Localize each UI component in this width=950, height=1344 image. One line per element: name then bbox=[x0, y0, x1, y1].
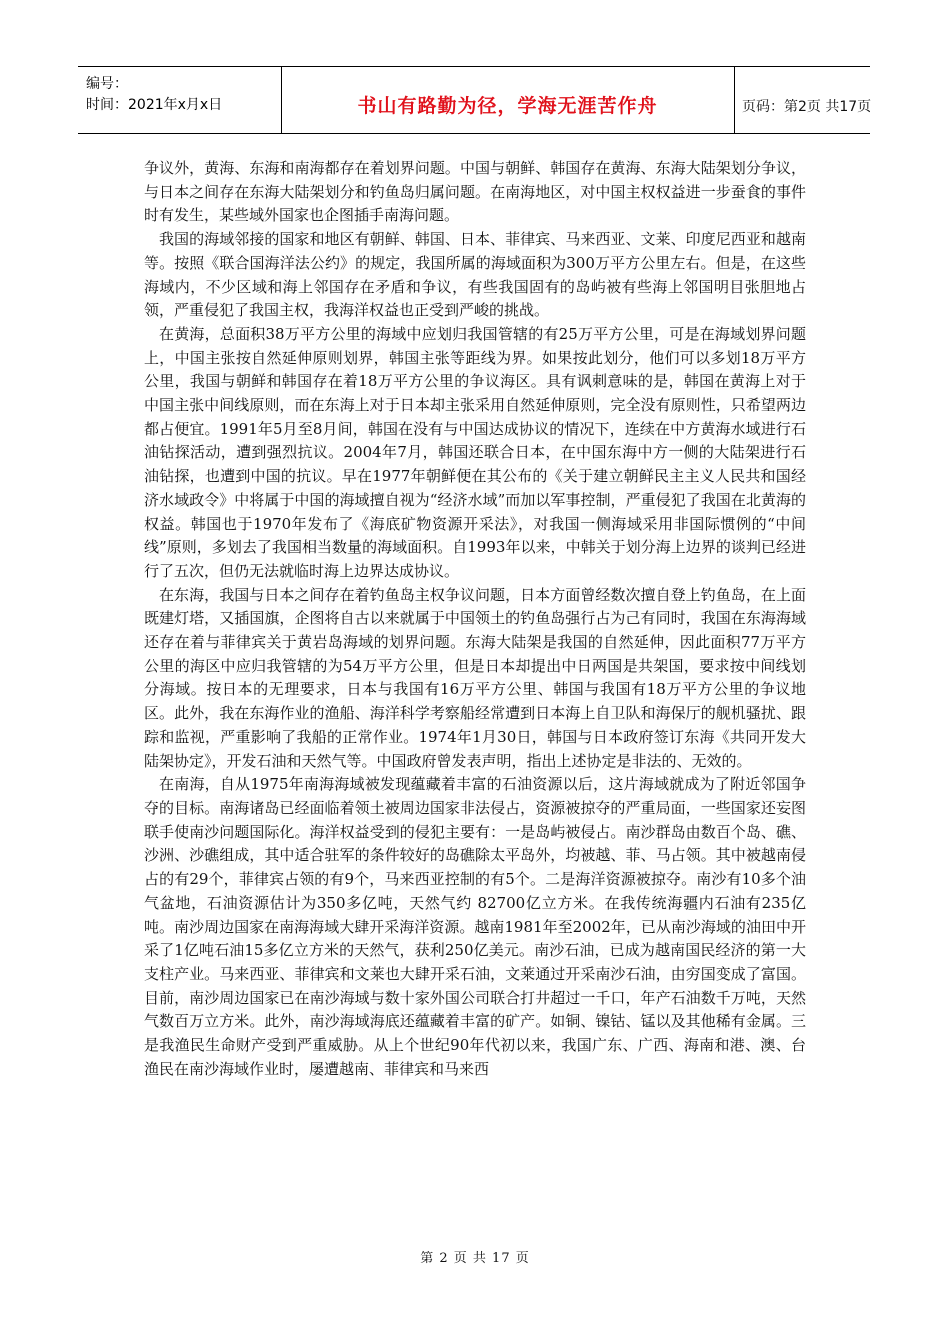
body-paragraph: 在南海，自从1975年南海海域被发现蕴藏着丰富的石油资源以后，这片海域就成为了附近邻国争夺的目标。南海诸岛已经面临着领土被周边国家非法侵占，资源被掠夺的严重局面，一些国家还妄图联手使南沙问题国际化。海洋权益受到的侵犯主要有：一是岛屿被侵占。南沙群岛由数百个岛、礁、沙洲、沙礁组成，其中适合驻军的条件较好的岛礁除太平岛外，均被越、菲、马占领。其中被越南侵占的有29个，菲律宾占领的有9个，马来西亚控制的有5个。二是海洋资源被掠夺。南沙有10多个油气盆地，石油资源估计为350多亿吨，天然气约 82700亿立方米。在我传统海疆内石油有235亿吨。南沙周边国家在南海海域大肆开采海洋资源。越南1981年至2002年，已从南沙海域的油田中开采了1亿吨石油15多亿立方米的天然气，获利250亿美元。南沙石油，已成为越南国民经济的第一大支柱产业。马来西亚、菲律宾和文莱也大肆开采石油，文莱通过开采南沙石油，由穷国变成了富国。目前，南沙周边国家已在南沙海域与数十家外国公司联合打井超过一千口，年产石油数千万吨，天然气数百万立方米。此外，南沙海域海底还蕴藏着丰富的矿产。如铜、镍钴、锰以及其他稀有金属。三是我渔民生命财产受到严重威胁。从上个世纪90年代初以来，我国广东、广西、海南和港、澳、台渔民在南沙海域作业时，屡遭越南、菲律宾和马来西 bbox=[144, 775, 806, 1078]
header-page-cell bbox=[734, 67, 870, 133]
header-motto-cell bbox=[281, 67, 735, 133]
header-page-code: 页码：第2页 共17页 bbox=[742, 99, 872, 115]
body-paragraph: 争议外，黄海、东海和南海都存在着划界问题。中国与朝鲜、韩国存在黄海、东海大陆架划分争议，与日本之间存在东海大陆架划分和钓鱼岛归属问题。在南海地区，对中国主权权益进一步蚕食的事件时有发生，某些域外国家也企图插手南海问题。 bbox=[144, 159, 806, 225]
document-time-label: 时间：2021年x月x日 bbox=[86, 97, 223, 113]
header-motto: 书山有路勤为径，学海无涯苦作舟 bbox=[357, 95, 658, 117]
header-info-cell bbox=[78, 67, 282, 133]
document-body bbox=[144, 157, 806, 1081]
body-paragraph: 在东海，我国与日本之间存在着钓鱼岛主权争议问题，日本方面曾经数次擅自登上钓鱼岛，在上面既建灯塔，又插国旗，企图将自古以来就属于中国领土的钓鱼岛强行占为己有同时，我国在东海海域还存在着与菲律宾关于黄岩岛海域的划界问题。东海大陆架是我国的自然延伸，因此面积77万平方公里的海区中应归我管辖的为54万平方公里，但是日本却提出中日两国是共架国，要求按中间线划分海域。按日本的无理要求，日本与我国有16万平方公里、韩国与我国有18万平方公里的争议地区。此外，我在东海作业的渔船、海洋科学考察船经常遭到日本海上自卫队和海保厅的舰机骚扰、跟踪和监视，严重影响了我船的正常作业。1974年1月30日，韩国与日本政府签订东海《共同开发大陆架协定》，开发石油和天然气等。中国政府曾发表声明，指出上述协定是非法的、无效的。 bbox=[144, 585, 806, 770]
page-header bbox=[78, 66, 870, 134]
document-number-label: 编号： bbox=[86, 76, 128, 92]
body-paragraph: 我国的海域邻接的国家和地区有朝鲜、韩国、日本、菲律宾、马来西亚、文莱、印度尼西亚和越南等。按照《联合国海洋法公约》的规定，我国所属的海域面积为300万平方公里左右。但是，在这些海域内，不少区域和海上邻国存在矛盾和争议，有些我国固有的岛屿被有些海上邻国明目张胆地占领，严重侵犯了我国主权，我海洋权益也正受到严峻的挑战。 bbox=[144, 230, 806, 320]
body-paragraph: 在黄海，总面积38万平方公里的海域中应划归我国管辖的有25万平方公里，可是在海域划界问题上，中国主张按自然延伸原则划界，韩国主张等距线为界。如果按此划分，他们可以多划18万平方公里，我国与朝鲜和韩国存在着18万平方公里的争议海区。具有讽刺意味的是，韩国在黄海上对于中国主张中间线原则，而在东海上对于日本却主张采用自然延伸原则，完全没有原则性，只希望两边都占便宜。1991年5月至8月间，韩国在没有与中国达成协议的情况下，连续在中方黄海水域进行石油钻探活动，遭到强烈抗议。2004年7月，韩国还联合日本，在中国东海中方一侧的大陆架进行石油钻探，也遭到中国的抗议。早在1977年朝鲜便在其公布的《关于建立朝鲜民主主义人民共和国经济水域政令》中将属于中国的海域擅自视为“经济水域”而加以军事控制，严重侵犯了我国在北黄海的权益。韩国也于1970年发布了《海底矿物资源开采法》，对我国一侧海域采用非国际惯例的“中间线”原则，多划去了我国相当数量的海域面积。自1993年以来，中韩关于划分海上边界的谈判已经进行了五次，但仍无法就临时海上边界达成协议。 bbox=[144, 324, 806, 580]
page-footer: 第 2 页 共 17 页 bbox=[420, 1251, 530, 1266]
